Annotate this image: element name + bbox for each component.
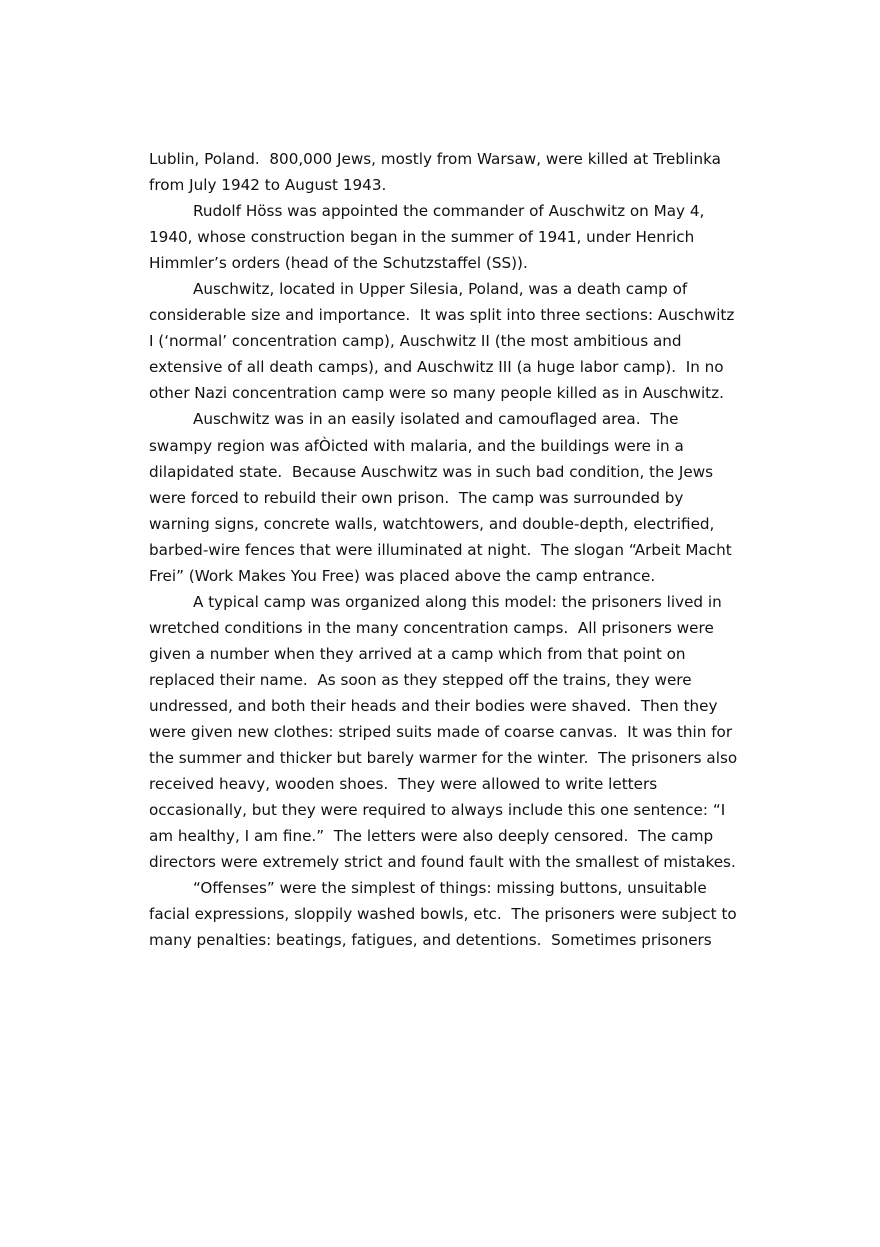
paragraph-4 — [149, 406, 749, 588]
text-line: A typical camp was organized along this model: the prisoners lived in — [193, 592, 722, 611]
text-line: I (‘normal’ concentration camp), Auschwitz II (the most ambitious and — [149, 332, 682, 351]
text-line: considerable size and importance. It was split into three sections: Auschwitz — [149, 306, 735, 325]
paragraph-5 — [149, 589, 749, 876]
text-line: occasionally, but they were required to always include this one sentence: “I — [149, 801, 726, 820]
paragraph-2 — [149, 198, 749, 276]
paragraph-1 — [149, 146, 749, 198]
text-line: “Offenses” were the simplest of things: missing buttons, unsuitable — [193, 879, 707, 898]
text-line: am healthy, I am fine.” The letters were also deeply censored. The camp — [149, 827, 714, 846]
text-line: Himmler’s orders (head of the Schutzstaffel (SS)). — [149, 254, 528, 273]
text-line: Auschwitz was in an easily isolated and camouflaged area. The — [193, 410, 679, 429]
text-line: Auschwitz, located in Upper Silesia, Poland, was a death camp of — [193, 280, 688, 299]
text-line: Frei” (Work Makes You Free) was placed above the camp entrance. — [149, 566, 656, 585]
text-line: given a number when they arrived at a camp which from that point on — [149, 644, 686, 663]
text-line: dilapidated state. Because Auschwitz was in such bad condition, the Jews — [149, 462, 714, 481]
text-line: many penalties: beatings, fatigues, and detentions. Sometimes prisoners — [149, 931, 712, 950]
text-line: swampy region was afÒicted with malaria, and the buildings were in a — [149, 436, 684, 455]
text-line: the summer and thicker but barely warmer for the winter. The prisoners also — [149, 749, 738, 768]
text-line: warning signs, concrete walls, watchtowers, and double-depth, electrified, — [149, 514, 715, 533]
paragraph-3 — [149, 276, 749, 406]
body-text — [149, 146, 749, 953]
text-line: were given new clothes: striped suits made of coarse canvas. It was thin for — [149, 723, 733, 742]
text-line: other Nazi concentration camp were so many people killed as in Auschwitz. — [149, 384, 724, 403]
text-line: 1940, whose construction began in the summer of 1941, under Henrich — [149, 228, 695, 247]
text-line: undressed, and both their heads and their bodies were shaved. Then they — [149, 696, 718, 715]
text-line: received heavy, wooden shoes. They were allowed to write letters — [149, 775, 658, 794]
text-line: directors were extremely strict and found fault with the smallest of mistakes. — [149, 853, 736, 872]
text-line: Rudolf Höss was appointed the commander of Auschwitz on May 4, — [193, 202, 705, 221]
text-line: were forced to rebuild their own prison. The camp was surrounded by — [149, 488, 684, 507]
text-line: Lublin, Poland. 800,000 Jews, mostly from Warsaw, were killed at Treblinka — [149, 150, 721, 168]
paragraph-6 — [149, 875, 749, 953]
text-line: from July 1942 to August 1943. — [149, 176, 387, 195]
text-line: wretched conditions in the many concentration camps. All prisoners were — [149, 618, 714, 637]
text-line: barbed-wire fences that were illuminated at night. The slogan “Arbeit Macht — [149, 540, 732, 559]
text-line: facial expressions, sloppily washed bowls, etc. The prisoners were subject to — [149, 905, 737, 924]
text-line: extensive of all death camps), and Auschwitz III (a huge labor camp). In no — [149, 358, 724, 377]
text-line: replaced their name. As soon as they stepped off the trains, they were — [149, 670, 692, 689]
